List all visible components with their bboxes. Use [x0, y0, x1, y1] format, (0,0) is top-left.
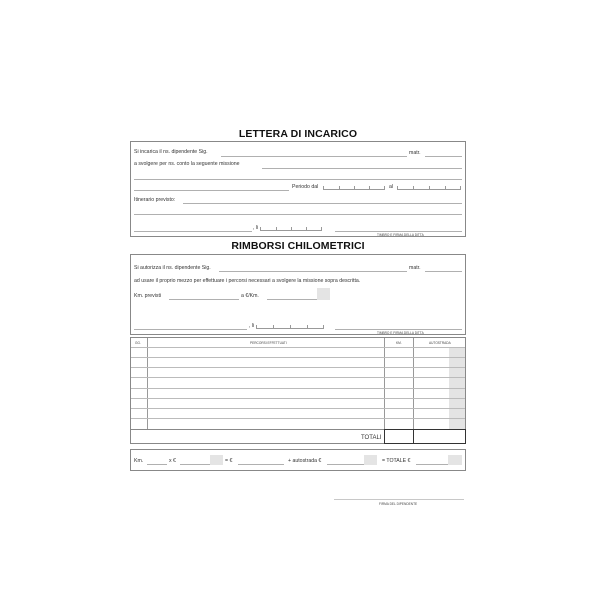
lettera-matr-field[interactable]: [425, 156, 462, 157]
rimborsi-signature-line[interactable]: [335, 329, 462, 330]
rimborsi-employee-field[interactable]: [219, 271, 407, 272]
table-row[interactable]: [131, 357, 465, 358]
summary-rate-shaded-box[interactable]: [210, 455, 223, 465]
rimborsi-km-label: Km. previsti: [134, 293, 162, 299]
lettera-date-field[interactable]: [260, 225, 322, 231]
lettera-mission-field-3[interactable]: [134, 190, 289, 191]
summary-km-label: Km.: [134, 458, 144, 464]
summary-eq-label: = €: [225, 458, 233, 464]
lettera-periodo-from-field[interactable]: [323, 184, 385, 190]
lettera-itinerario-field-2[interactable]: [134, 214, 462, 215]
table-row[interactable]: [131, 418, 465, 419]
table-row[interactable]: [131, 398, 465, 399]
rimborsi-rate-field[interactable]: [267, 299, 317, 300]
rimborsi-date-field[interactable]: [256, 323, 324, 329]
totali-label: TOTALI: [361, 435, 382, 441]
totali-km-box[interactable]: [384, 429, 414, 444]
rimborsi-title: RIMBORSI CHILOMETRICI: [231, 240, 365, 252]
lettera-periodo-label: Periodo dal: [292, 184, 319, 190]
rimborsi-km-field[interactable]: [169, 299, 239, 300]
lettera-employee-label: Si incarica il ns. dipendente Sig.: [134, 149, 208, 155]
employee-signature-line[interactable]: [334, 499, 464, 500]
rimborsi-place-field[interactable]: [134, 329, 247, 330]
summary-totale-field[interactable]: [416, 464, 448, 465]
rimborsi-timbro-label: TIMBRO E FIRMA DELLA DITTA: [377, 331, 424, 335]
summary-section: [130, 449, 466, 471]
employee-signature-label: FIRMA DEL DIPENDENTE: [379, 502, 418, 506]
summary-km-field[interactable]: [147, 464, 167, 465]
table-row[interactable]: [131, 367, 465, 368]
table-row[interactable]: [131, 388, 465, 389]
summary-totale-label: = TOTALE €: [382, 458, 411, 464]
totali-autostrada-box[interactable]: [413, 429, 466, 444]
summary-x-label: x €: [169, 458, 176, 464]
lettera-title: LETTERA DI INCARICO: [238, 128, 358, 140]
lettera-al-label: al: [389, 184, 394, 190]
lettera-place-field[interactable]: [134, 231, 252, 232]
rimborsi-matr-field[interactable]: [425, 271, 462, 272]
lettera-section: [130, 141, 466, 237]
rimborsi-employee-label: Si autorizza il ns. dipendente Sig.: [134, 265, 211, 271]
lettera-periodo-to-field[interactable]: [397, 184, 461, 190]
lettera-signature-line[interactable]: [335, 231, 462, 232]
table-row[interactable]: [131, 408, 465, 409]
lettera-itinerario-label: Itinerario previsto:: [134, 197, 176, 203]
header-autostrada: AUTOSTRADA: [429, 341, 451, 345]
lettera-mission-field-2[interactable]: [134, 179, 462, 180]
lettera-mission-field[interactable]: [262, 168, 462, 169]
rimborsi-rate-label: a €/Km.: [241, 293, 259, 299]
rimborsi-section: [130, 254, 466, 335]
table-row[interactable]: [131, 377, 465, 378]
lettera-matr-label: matr.: [409, 150, 421, 156]
lettera-employee-field[interactable]: [221, 156, 407, 157]
lettera-mission-label: a svolgere per ns. conto la seguente missione: [134, 161, 240, 167]
lettera-itinerario-field[interactable]: [183, 203, 462, 204]
summary-totale-shaded-box[interactable]: [448, 455, 462, 465]
summary-rate-field[interactable]: [180, 464, 210, 465]
summary-autostrada-field[interactable]: [327, 464, 364, 465]
rimborsi-li-label: , li: [249, 323, 255, 329]
rimborsi-matr-label: matr.: [409, 265, 421, 271]
rimborsi-rate-shaded-box[interactable]: [317, 288, 330, 300]
header-km: KM.: [396, 341, 402, 345]
summary-autostrada-label: + autostrada €: [288, 458, 322, 464]
summary-autostrada-shaded-box[interactable]: [364, 455, 377, 465]
summary-amount-field[interactable]: [238, 464, 284, 465]
lettera-timbro-label: TIMBRO E FIRMA DELLA DITTA: [377, 233, 424, 237]
percorsi-table: [130, 337, 466, 444]
header-percorsi: PERCORSI EFFETTUATI: [250, 341, 287, 345]
lettera-li-label: , li: [253, 225, 259, 231]
header-gg: GG.: [135, 341, 141, 345]
rimborsi-usage-label: ad usare il proprio mezzo per effettuare i percorsi necessari a svolgere la missione sopra descritta.: [134, 278, 361, 284]
